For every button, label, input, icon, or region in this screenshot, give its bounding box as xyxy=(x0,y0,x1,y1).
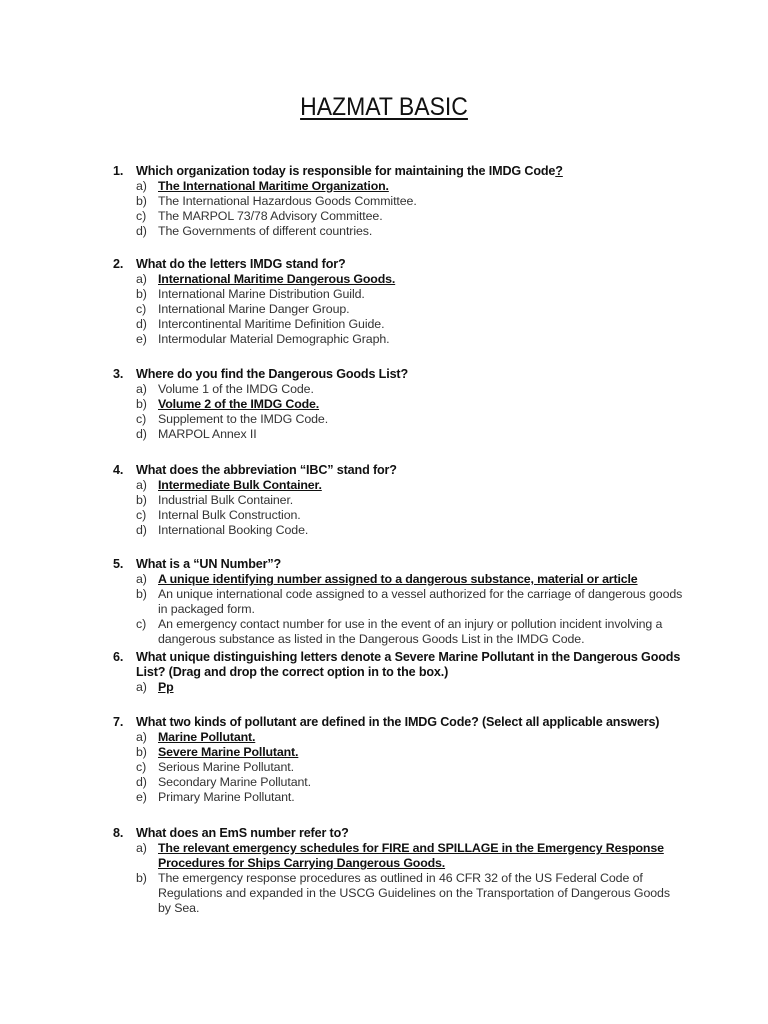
option-a-correct[interactable] xyxy=(136,680,683,695)
option-a-correct[interactable] xyxy=(136,272,683,287)
option-b-correct[interactable] xyxy=(136,745,683,760)
question-6 xyxy=(113,650,683,695)
question-text xyxy=(136,164,683,179)
option-c[interactable] xyxy=(136,617,683,647)
option-text: The Governments of different countries. xyxy=(158,224,373,238)
option-a-correct[interactable] xyxy=(136,179,683,194)
option-d[interactable] xyxy=(136,523,683,538)
option-letter: b) xyxy=(136,587,147,601)
option-text: International Maritime Dangerous Goods. xyxy=(158,272,396,286)
option-list xyxy=(136,272,683,347)
option-c[interactable] xyxy=(136,209,683,224)
option-d[interactable] xyxy=(136,775,683,790)
option-text: International Marine Danger Group. xyxy=(158,302,350,316)
option-letter: a) xyxy=(136,179,147,193)
option-text: Secondary Marine Pollutant. xyxy=(158,775,311,789)
option-letter: a) xyxy=(136,478,147,492)
option-letter: d) xyxy=(136,523,147,537)
option-letter: e) xyxy=(136,790,147,804)
question-1 xyxy=(113,164,683,239)
option-letter: b) xyxy=(136,871,147,885)
option-d[interactable] xyxy=(136,317,683,332)
option-b[interactable] xyxy=(136,194,683,209)
option-text: The International Maritime Organization. xyxy=(158,179,389,193)
option-a-correct[interactable] xyxy=(136,730,683,745)
option-d[interactable] xyxy=(136,427,683,442)
question-4 xyxy=(113,463,683,538)
option-letter: c) xyxy=(136,760,147,774)
document-title: HAZMAT BASIC xyxy=(300,93,468,121)
question-text: What does the abbreviation “IBC” stand for? xyxy=(136,463,397,477)
question-text-main: Which organization today is responsible for maintaining the IMDG Code xyxy=(136,164,556,178)
option-letter: b) xyxy=(136,194,147,208)
option-letter: a) xyxy=(136,382,147,396)
question-number: 5. xyxy=(113,557,124,571)
option-b[interactable] xyxy=(136,587,683,617)
question-8-heading xyxy=(113,826,683,841)
option-a[interactable] xyxy=(136,382,683,397)
question-number: 8. xyxy=(113,826,124,840)
option-e[interactable] xyxy=(136,790,683,805)
option-text: Severe Marine Pollutant. xyxy=(158,745,299,759)
option-text: Intermediate Bulk Container. xyxy=(158,478,322,492)
option-b[interactable] xyxy=(136,287,683,302)
option-letter: a) xyxy=(136,572,147,586)
question-7-heading xyxy=(113,715,683,730)
option-letter: b) xyxy=(136,397,147,411)
option-letter: d) xyxy=(136,224,147,238)
question-7 xyxy=(113,715,683,805)
option-text: Serious Marine Pollutant. xyxy=(158,760,294,774)
option-letter: a) xyxy=(136,841,147,855)
option-text: Marine Pollutant. xyxy=(158,730,256,744)
option-text: The relevant emergency schedules for FIRE and SPILLAGE in the Emergency Response Procedures for Ships Carrying Dangerous Goods. xyxy=(158,841,664,870)
option-letter: e) xyxy=(136,332,147,346)
question-text-suffix: ? xyxy=(555,164,563,178)
question-text: What two kinds of pollutant are defined in the IMDG Code? (Select all applicable answers) xyxy=(136,715,660,729)
question-5-heading xyxy=(113,557,683,572)
option-c[interactable] xyxy=(136,302,683,317)
option-text: Pp xyxy=(158,680,174,694)
option-a-correct[interactable] xyxy=(136,841,683,871)
option-c[interactable] xyxy=(136,508,683,523)
question-text: Where do you find the Dangerous Goods List? xyxy=(136,367,409,381)
question-8 xyxy=(113,826,683,916)
option-letter: c) xyxy=(136,302,147,316)
option-a-correct[interactable] xyxy=(136,478,683,493)
option-letter: c) xyxy=(136,412,147,426)
option-letter: a) xyxy=(136,272,147,286)
option-text: Industrial Bulk Container. xyxy=(158,493,294,507)
question-3 xyxy=(113,367,683,442)
option-letter: d) xyxy=(136,775,147,789)
question-1-heading xyxy=(113,164,683,179)
question-5 xyxy=(113,557,683,647)
question-2 xyxy=(113,257,683,347)
question-3-heading xyxy=(113,367,683,382)
option-text: Volume 1 of the IMDG Code. xyxy=(158,382,314,396)
option-text: International Marine Distribution Guild. xyxy=(158,287,365,301)
option-letter: b) xyxy=(136,493,147,507)
option-letter: a) xyxy=(136,680,147,694)
option-list xyxy=(136,382,683,442)
option-text: Internal Bulk Construction. xyxy=(158,508,301,522)
option-list xyxy=(136,680,683,695)
option-letter: d) xyxy=(136,427,147,441)
question-number: 6. xyxy=(113,650,124,664)
option-text: An emergency contact number for use in the event of an injury or pollution incident involving a dangerous substance as listed in the Dangerous Goods List in the IMDG Code. xyxy=(158,617,663,646)
option-letter: b) xyxy=(136,287,147,301)
option-text: International Booking Code. xyxy=(158,523,309,537)
option-letter: b) xyxy=(136,745,147,759)
option-text: MARPOL Annex II xyxy=(158,427,257,441)
option-text: Volume 2 of the IMDG Code. xyxy=(158,397,320,411)
question-2-heading xyxy=(113,257,683,272)
option-letter: c) xyxy=(136,508,147,522)
option-c[interactable] xyxy=(136,760,683,775)
question-4-heading xyxy=(113,463,683,478)
question-text: What unique distinguishing letters denote a Severe Marine Pollutant in the Dangerous Goods List? (Drag and drop the correct option in to the box.) xyxy=(136,650,681,679)
question-number: 2. xyxy=(113,257,124,271)
option-text: An unique international code assigned to a vessel authorized for the carriage of dangerous goods in packaged form. xyxy=(158,587,683,616)
option-text: Supplement to the IMDG Code. xyxy=(158,412,329,426)
option-list xyxy=(136,730,683,805)
question-number: 1. xyxy=(113,164,124,178)
option-list xyxy=(136,478,683,538)
option-list xyxy=(136,572,683,647)
option-text: Primary Marine Pollutant. xyxy=(158,790,295,804)
option-text: The emergency response procedures as outlined in 46 CFR 32 of the US Federal Code of Regulations and expanded in the USCG Guidelines on the Transportation of Dangerous Goods by Sea. xyxy=(158,871,670,915)
question-number: 7. xyxy=(113,715,124,729)
question-text: What do the letters IMDG stand for? xyxy=(136,257,346,271)
option-b-correct[interactable] xyxy=(136,397,683,412)
option-text: The International Hazardous Goods Committee. xyxy=(158,194,417,208)
option-list xyxy=(136,841,683,916)
option-e[interactable] xyxy=(136,332,683,347)
question-number: 4. xyxy=(113,463,124,477)
option-letter: c) xyxy=(136,617,147,631)
option-b[interactable] xyxy=(136,493,683,508)
option-text: The MARPOL 73/78 Advisory Committee. xyxy=(158,209,383,223)
option-c[interactable] xyxy=(136,412,683,427)
option-list xyxy=(136,179,683,239)
question-number: 3. xyxy=(113,367,124,381)
question-text: What is a “UN Number”? xyxy=(136,557,282,571)
option-text: Intercontinental Maritime Definition Guide. xyxy=(158,317,385,331)
option-letter: d) xyxy=(136,317,147,331)
option-text: A unique identifying number assigned to a dangerous substance, material or article xyxy=(158,572,638,586)
option-text: Intermodular Material Demographic Graph. xyxy=(158,332,390,346)
option-d[interactable] xyxy=(136,224,683,239)
option-letter: c) xyxy=(136,209,147,223)
question-6-heading xyxy=(113,650,683,680)
option-b[interactable] xyxy=(136,871,683,916)
option-letter: a) xyxy=(136,730,147,744)
question-text: What does an EmS number refer to? xyxy=(136,826,349,840)
option-a-correct[interactable] xyxy=(136,572,683,587)
